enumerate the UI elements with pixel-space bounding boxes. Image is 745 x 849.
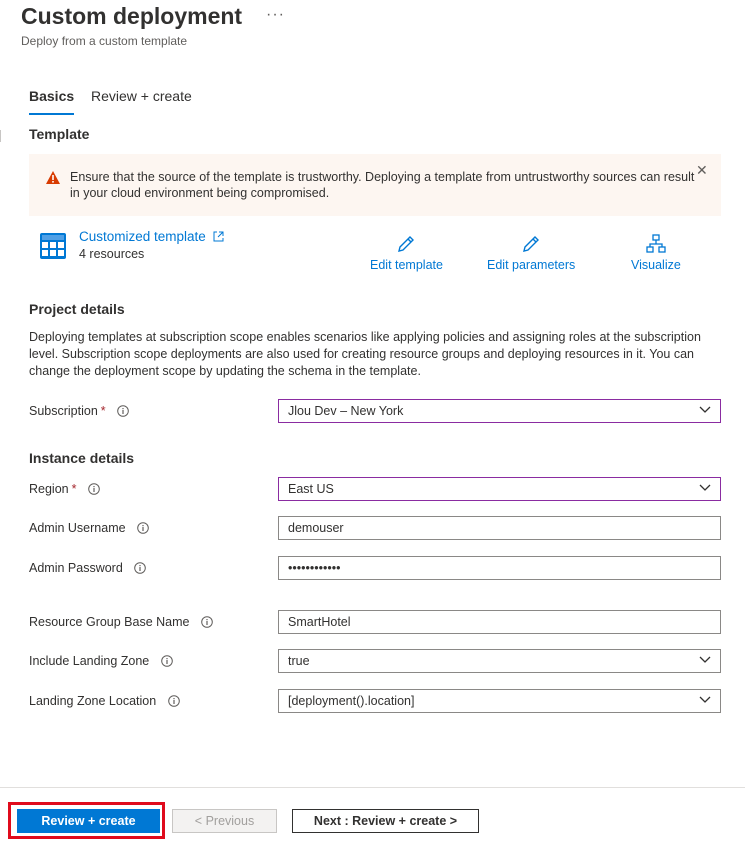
customized-template-label: Customized template bbox=[79, 229, 206, 244]
tab-review-create[interactable]: Review + create bbox=[91, 88, 192, 104]
landing-zone-value: true bbox=[288, 654, 310, 668]
edit-parameters-label: Edit parameters bbox=[487, 258, 576, 272]
rg-base-label-text: Resource Group Base Name bbox=[29, 615, 190, 629]
page-subtitle: Deploy from a custom template bbox=[21, 34, 188, 48]
info-icon[interactable] bbox=[168, 695, 180, 707]
info-icon[interactable] bbox=[88, 483, 100, 495]
include-landing-zone-select[interactable] bbox=[278, 649, 721, 673]
admin-username-label bbox=[29, 521, 149, 535]
info-icon[interactable] bbox=[117, 405, 129, 417]
hierarchy-icon bbox=[646, 234, 666, 254]
landing-zone-location-label bbox=[29, 694, 180, 708]
region-select[interactable] bbox=[278, 477, 721, 501]
chevron-down-icon bbox=[699, 696, 711, 704]
tab-basics[interactable]: Basics bbox=[29, 88, 75, 104]
info-icon[interactable] bbox=[137, 522, 149, 534]
external-link-icon bbox=[213, 231, 224, 242]
admin-username-field[interactable] bbox=[278, 516, 721, 540]
visualize-button[interactable] bbox=[631, 234, 681, 272]
left-edge-marker bbox=[0, 130, 3, 142]
info-icon[interactable] bbox=[134, 562, 146, 574]
admin-username-value: demouser bbox=[288, 521, 344, 535]
chevron-down-icon bbox=[699, 484, 711, 492]
region-label-text: Region bbox=[29, 482, 69, 496]
resource-count: 4 resources bbox=[79, 247, 145, 261]
subscription-select[interactable] bbox=[278, 399, 721, 423]
edit-template-button[interactable] bbox=[370, 234, 443, 272]
landing-zone-location-label-text: Landing Zone Location bbox=[29, 694, 157, 708]
admin-username-label-text: Admin Username bbox=[29, 521, 126, 535]
project-details-heading: Project details bbox=[29, 301, 125, 317]
region-value: East US bbox=[288, 482, 334, 496]
edit-parameters-button[interactable] bbox=[487, 234, 575, 272]
visualize-label: Visualize bbox=[631, 258, 681, 272]
landing-zone-label-text: Include Landing Zone bbox=[29, 654, 150, 668]
required-marker: * bbox=[100, 404, 106, 418]
project-description: Deploying templates at subscription scope enables scenarios like applying policies and assigning roles at the subscription level. Subscription scope deployments are also used for creating resource groups and deploying resources in it. You can change the deployment scope by updating the schema in the template. bbox=[29, 330, 701, 378]
region-label bbox=[29, 482, 100, 496]
landing-zone-location-value: [deployment().location] bbox=[288, 694, 415, 708]
close-icon[interactable]: ✕ bbox=[696, 162, 708, 178]
landing-zone-location-select[interactable] bbox=[278, 689, 721, 713]
resource-group-base-name-label bbox=[29, 615, 213, 629]
admin-password-value: •••••••••••• bbox=[288, 561, 341, 575]
customized-template-link[interactable] bbox=[79, 229, 224, 244]
subscription-label-text: Subscription bbox=[29, 404, 98, 418]
footer-divider bbox=[0, 787, 745, 788]
next-review-create-button[interactable]: Next : Review + create > bbox=[292, 809, 479, 833]
rg-base-value: SmartHotel bbox=[288, 615, 351, 629]
chevron-down-icon bbox=[699, 406, 711, 414]
warning-text: Ensure that the source of the template is trustworthy. Deploying a template from untrustworthy sources can result in your cloud environment being compromised. bbox=[70, 170, 695, 200]
previous-button[interactable]: < Previous bbox=[172, 809, 277, 833]
required-marker: * bbox=[71, 482, 77, 496]
review-create-button[interactable]: Review + create bbox=[17, 809, 160, 833]
admin-password-label bbox=[29, 561, 146, 575]
ellipsis-icon[interactable]: ··· bbox=[266, 6, 285, 23]
template-heading: Template bbox=[29, 126, 90, 142]
pencil-icon bbox=[521, 234, 541, 254]
chevron-down-icon bbox=[699, 656, 711, 664]
edit-template-label: Edit template bbox=[370, 258, 443, 272]
template-icon bbox=[40, 233, 66, 259]
resource-group-base-name-field[interactable] bbox=[278, 610, 721, 634]
subscription-label bbox=[29, 404, 129, 418]
admin-password-field[interactable] bbox=[278, 556, 721, 580]
subscription-value: Jlou Dev – New York bbox=[288, 404, 404, 418]
warning-banner bbox=[29, 154, 721, 216]
page-title: Custom deployment bbox=[21, 3, 243, 29]
info-icon[interactable] bbox=[201, 616, 213, 628]
admin-password-label-text: Admin Password bbox=[29, 561, 123, 575]
warning-icon bbox=[45, 170, 61, 185]
instance-details-heading: Instance details bbox=[29, 450, 135, 466]
pencil-icon bbox=[396, 234, 416, 254]
info-icon[interactable] bbox=[161, 655, 173, 667]
include-landing-zone-label bbox=[29, 654, 173, 668]
